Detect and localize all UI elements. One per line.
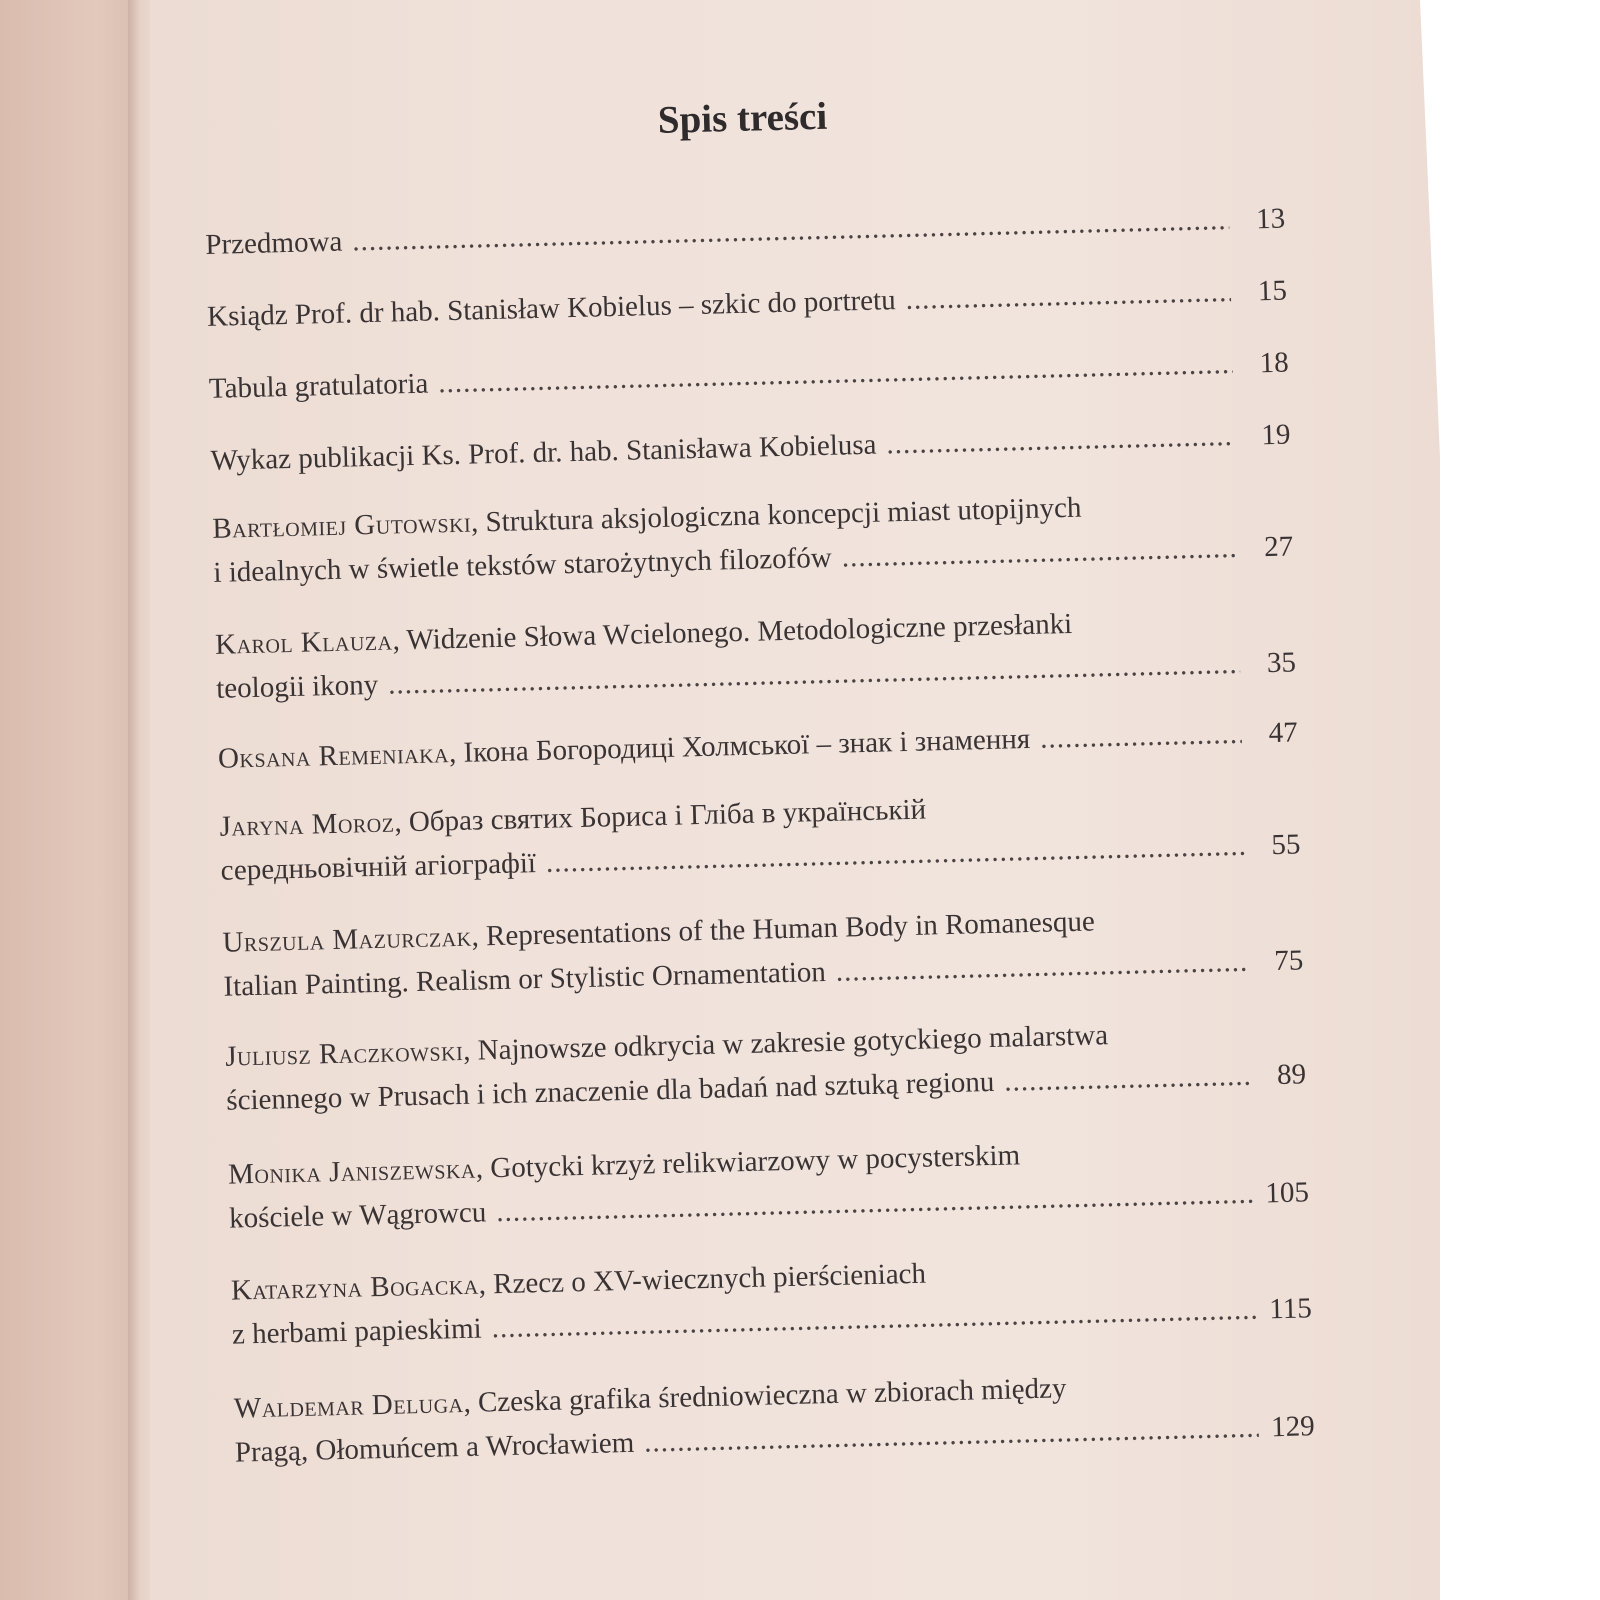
author-separator: , [463, 1386, 479, 1419]
toc-page-number: 27 [1263, 530, 1294, 564]
toc-title-text: z herbami papieskimi [231, 1312, 483, 1351]
toc-title-text: Struktura aksjologiczna koncepcji miast utopijnych [485, 491, 1082, 539]
toc-page-number: 89 [1276, 1058, 1307, 1092]
toc-title-text: ściennego w Prusach i ich znaczenie dla badań nad sztuką regionu [225, 1065, 995, 1117]
toc-page-number: 75 [1273, 944, 1304, 978]
toc-title-text: Tabula gratulatoria [208, 367, 429, 405]
toc-title-text: Czeska grafika średniowieczna w zbiorach między [477, 1372, 1067, 1419]
toc-author: Oksana Remeniaka [217, 737, 450, 775]
toc-entry-text [220, 841, 536, 893]
toc-page-number: 18 [1259, 346, 1290, 380]
toc-title-text: kościele w Wągrowcu [228, 1196, 487, 1235]
toc-title-text: teologii ikony [215, 668, 379, 705]
toc-entry-text [216, 663, 379, 711]
toc-page-number: 15 [1257, 274, 1288, 308]
toc-author: Monika Janiszewska [227, 1152, 477, 1191]
toc-title-text: Ksiądz Prof. dr hab. Stanisław Kobielus – szkic do portretu [206, 284, 896, 333]
background-surface [0, 0, 140, 1600]
toc-entry-text [208, 362, 428, 411]
dot-leader [886, 414, 1235, 466]
toc-author: Karol Klauza [214, 624, 393, 661]
toc-title-text: Widzenie Słowa Wcielonego. Metodologiczne przesłanki [406, 607, 1073, 657]
author-separator: , [393, 806, 410, 839]
toc-title-text: Rzecz o XV-wiecznych pierścieniach [492, 1257, 927, 1301]
toc-author: Bartłomiej Gutowski [211, 506, 472, 545]
toc-author: Waldemar Deluga [233, 1387, 464, 1425]
dot-leader [1004, 1054, 1251, 1104]
toc-page-number: 19 [1260, 418, 1291, 452]
author-separator: , [470, 506, 486, 539]
author-separator: , [392, 624, 407, 657]
toc-page-number: 35 [1266, 646, 1297, 680]
toc-title-text: Italian Painting. Realism or Stylistic Ornamentation [223, 956, 827, 1003]
author-separator: , [462, 1034, 479, 1067]
toc-page-number: 105 [1265, 1176, 1310, 1210]
toc-page-number: 13 [1255, 202, 1286, 236]
toc-entry-text [205, 220, 343, 267]
toc-page-number: 55 [1271, 828, 1301, 862]
toc-title-text: Wykaz publikacji Ks. Prof. dr. hab. Stanisława Kobielusa [210, 428, 877, 477]
toc-author: Urszula Mazurczak [222, 920, 472, 959]
toc-title-text: Pragą, Ołomuńcem a Wrocławiem [234, 1426, 635, 1469]
toc-page-number: 47 [1268, 716, 1299, 750]
toc-title-text: Przedmowa [205, 225, 343, 261]
toc-author: Jaryna Moroz [219, 806, 395, 843]
toc-title-text: середньовічній агіографії [220, 847, 537, 887]
toc-title-text: Najnowsze odkrycia w zakresie gotyckiego malarstwa [477, 1019, 1109, 1067]
toc-title-text: i idealnych w świetle tekstów starożytnych filozofów [213, 541, 833, 589]
toc-title-text: Gotycki krzyż relikwiarzowy w pocysterskim [489, 1139, 1021, 1185]
toc-page-number: 115 [1268, 1292, 1313, 1326]
toc-author: Juliusz Raczkowski [224, 1034, 464, 1073]
toc-entry-text [232, 1307, 483, 1357]
toc-title-text: Representations of the Human Body in Romanesque [485, 905, 1096, 953]
toc-page-number: 129 [1270, 1410, 1316, 1444]
dot-leader [1040, 712, 1243, 761]
toc-entry-text [229, 1190, 487, 1240]
toc-title-text: Образ святих Бориса і Гліба в українській [408, 793, 927, 839]
author-separator: , [475, 1152, 491, 1185]
author-separator: , [448, 736, 464, 770]
page-title: Spis treści [657, 94, 828, 142]
author-separator: , [471, 920, 487, 953]
dot-leader [905, 270, 1231, 322]
toc-title-text: Ікона Богородиці Холмської – знак і знамення [463, 722, 1031, 769]
author-separator: , [478, 1268, 494, 1301]
toc-author: Katarzyna Bogacka [230, 1268, 480, 1307]
